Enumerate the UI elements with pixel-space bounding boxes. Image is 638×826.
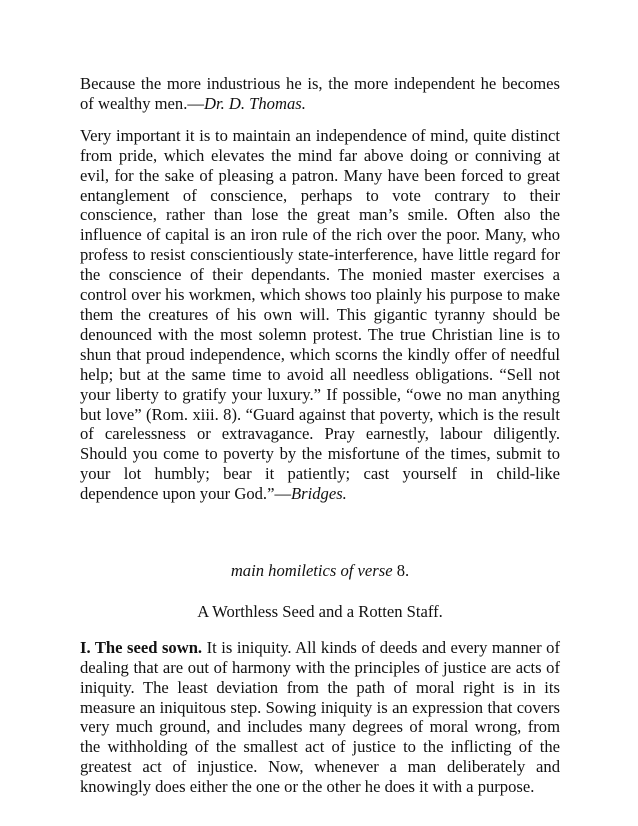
- page-content: [80, 74, 560, 797]
- section-label-italic: main homiletics of verse: [230, 561, 393, 581]
- paragraph-text: Because the more industrious he is, the more independent he becomes of wealthy men.—: [80, 74, 560, 113]
- paragraph-text: Very important it is to maintain an independence of mind, quite distinct from pride, which elevates the mind far above doing or conniving at evil, for the sake of pleasing a patron. Many have been forced to great entanglement of conscience, perhaps to vote contrary to their conscience, rather than lose the great man’s smile. Often also the influence of capital is an iron rule of the rich over the poor. Many, who profess to resist conscientiously state-interference, have little regard for the conscience of their dependants. The monied master exercises a control over his workmen, which shows too plainly his purpose to make them the creatures of his own will. This gigantic tyranny should be denounced with the most solemn protest. The true Christian line is to shun that proud independence, which scorns the kindly offer of needful help; but at the same time to avoid all needless obligations. “Sell not your liberty to gratify your luxury.” If possible, “owe no man anything but love” (Rom. xiii. 8). “Guard against that poverty, which is the result of carelessness or extravagance. Pray earnestly, labour diligently. Should you come to poverty by the misfortune of the times, submit to your lot humbly; bear it patiently; cast yourself in child-like dependence upon your God.”—: [80, 125, 560, 504]
- paragraph-seed-sown: [80, 638, 560, 797]
- paragraph-independence: [80, 126, 560, 504]
- attribution: Bridges.: [291, 484, 347, 504]
- section-label-number: 8.: [392, 561, 410, 581]
- paragraph-intro: [80, 74, 560, 114]
- section-title: A Worthless Seed and a Rotten Staff.: [197, 601, 443, 621]
- attribution: Dr. D. Thomas.: [203, 93, 306, 113]
- paragraph-lead: I. The seed sown.: [80, 637, 203, 657]
- section-label: [80, 561, 560, 581]
- paragraph-text: It is iniquity. All kinds of deeds and every manner of dealing that are out of harmony with the principles of justice are acts of iniquity. The least deviation from the path of moral right is in its measure an iniquitous step. Sowing iniquity is an expression that covers very much ground, and includes many degrees of moral wrong, from the withholding of the smallest act of justice to the inflicting of the greatest act of injustice. Now, whenever a man deliberately and knowingly does either the one or the other he does it with a purpose.: [80, 637, 560, 797]
